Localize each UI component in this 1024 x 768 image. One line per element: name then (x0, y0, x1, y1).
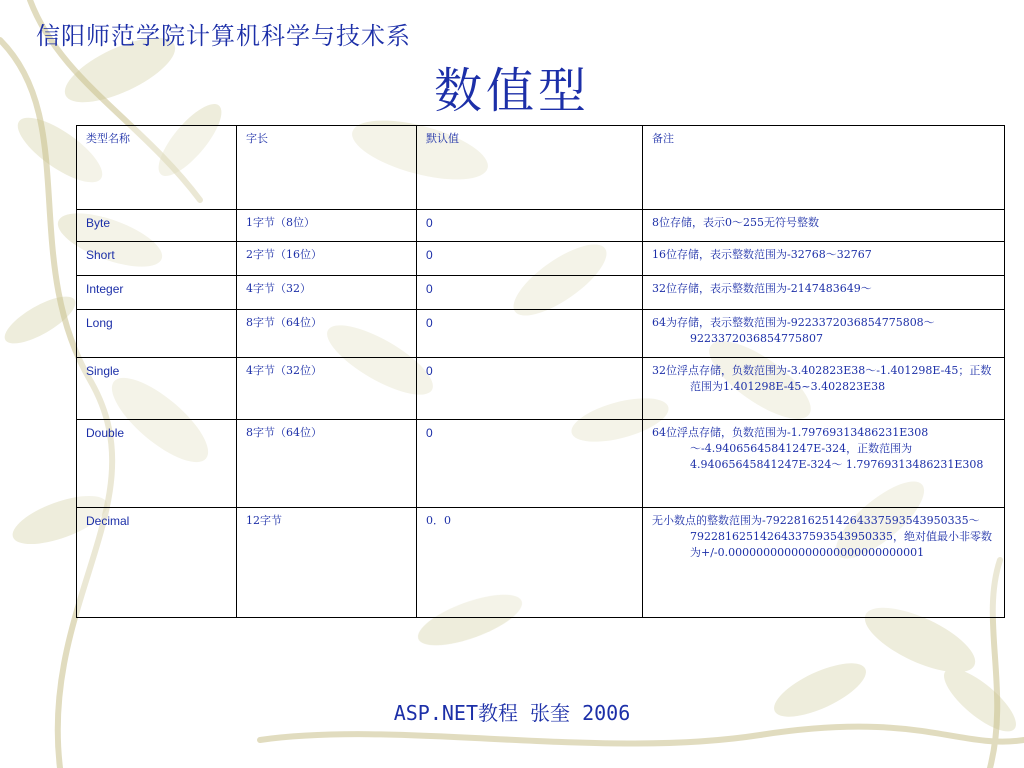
column-header-note: 备注 (643, 126, 1005, 210)
cell-note (643, 276, 1005, 310)
cell-note (643, 310, 1005, 358)
cell-note (643, 508, 1005, 618)
cell-type-name: Byte (77, 210, 237, 242)
note-text: 64位浮点存储，负数范围为-1.79769313486231E308～-4.94065645841247E-324，正数范围为4.94065645841247E-324～ 1.79769313486231E308 (652, 426, 984, 471)
note-text: 32位存储，表示整数范围为-2147483649～ (652, 282, 872, 295)
cell-note (643, 242, 1005, 276)
cell-type-name: Double (77, 420, 237, 508)
cell-size: 2字节（16位） (237, 242, 417, 276)
cell-size: 8字节（64位） (237, 310, 417, 358)
cell-type-name: Integer (77, 276, 237, 310)
footer-text: ASP.NET教程 张奎 2006 (393, 701, 631, 725)
note-text: 64为存储，表示整数范围为-9223372036854775808～9223372036854775807 (652, 316, 935, 345)
table-header-row (77, 126, 1005, 210)
cell-default: 0．0 (417, 508, 643, 618)
cell-default: 0 (417, 358, 643, 420)
cell-note (643, 210, 1005, 242)
table-row (77, 358, 1005, 420)
note-text: 16位存储，表示整数范围为-32768～32767 (652, 248, 872, 261)
table-row (77, 242, 1005, 276)
cell-type-name: Single (77, 358, 237, 420)
cell-default: 0 (417, 310, 643, 358)
column-header-size: 字长 (237, 126, 417, 210)
cell-size: 12字节 (237, 508, 417, 618)
note-text: 无小数点的整数范围为-79228162514264337593543950335～79228162514264337593543950335，绝对值最小非零数为+/-0.0000000000000000000000000001 (652, 514, 992, 559)
cell-size: 1字节（8位） (237, 210, 417, 242)
cell-default: 0 (417, 210, 643, 242)
column-header-type-name: 类型名称 (77, 126, 237, 210)
table-row (77, 420, 1005, 508)
note-text: 8位存储，表示0～255无符号整数 (652, 216, 819, 229)
table-row (77, 310, 1005, 358)
cell-size: 8字节（64位） (237, 420, 417, 508)
cell-default: 0 (417, 276, 643, 310)
department-title: 信阳师范学院计算机科学与技术系 (36, 22, 411, 50)
table-row (77, 276, 1005, 310)
cell-note (643, 358, 1005, 420)
note-text: 32位浮点存储，负数范围为-3.402823E38～-1.401298E-45；正数范围为1.401298E-45~3.402823E38 (652, 364, 992, 393)
table-row (77, 508, 1005, 618)
type-table-container (76, 125, 1004, 618)
numeric-type-table (76, 125, 1005, 618)
cell-type-name: Long (77, 310, 237, 358)
table-row (77, 210, 1005, 242)
slide-title: 数值型 (433, 63, 590, 119)
cell-type-name: Short (77, 242, 237, 276)
cell-note (643, 420, 1005, 508)
cell-size: 4字节（32位） (237, 358, 417, 420)
cell-type-name: Decimal (77, 508, 237, 618)
cell-default: 0 (417, 420, 643, 508)
cell-size: 4字节（32） (237, 276, 417, 310)
cell-default: 0 (417, 242, 643, 276)
column-header-default: 默认值 (417, 126, 643, 210)
